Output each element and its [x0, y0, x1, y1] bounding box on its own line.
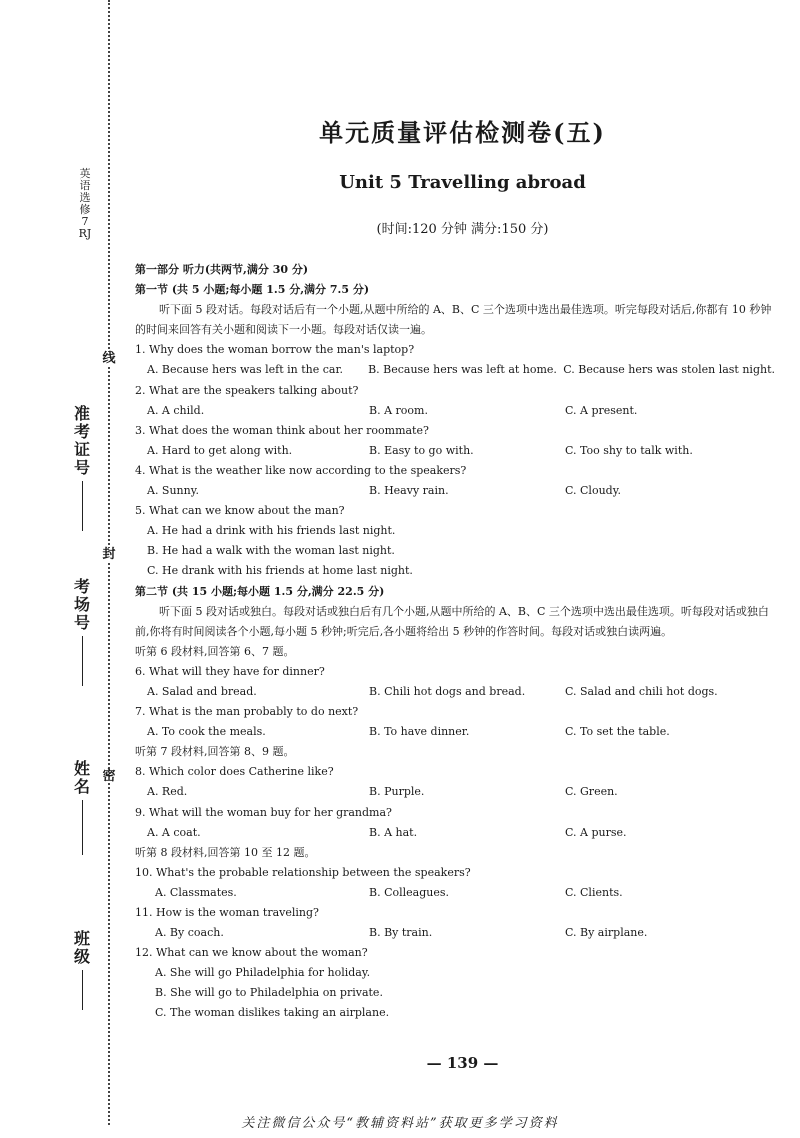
question-6: 6. What will they have for dinner?	[135, 664, 325, 678]
option-b: B. A hat.	[369, 825, 418, 839]
binding-margin	[0, 0, 125, 1138]
option-c: C. Green.	[565, 785, 618, 799]
page-number: — 139 —	[426, 1054, 499, 1072]
exam-number-rule	[82, 481, 83, 531]
question-6-options	[135, 682, 775, 702]
question-11-options	[135, 923, 775, 943]
page-title: 单元质量评估检测卷(五)	[319, 118, 606, 147]
option-a: A. Sunny.	[147, 484, 199, 498]
option-b: B. Because hers was left at home.	[368, 363, 557, 377]
option-b: B. Heavy rain.	[369, 484, 449, 498]
material-7-note: 听第 7 段材料,回答第 8、9 题。	[135, 745, 295, 759]
option-c: C. Cloudy.	[565, 484, 621, 498]
option-c: C. Because hers was stolen last night.	[563, 363, 775, 377]
section2-heading: 第二节 (共 15 小题;每小题 1.5 分,满分 22.5 分)	[135, 584, 385, 598]
option-b: B. He had a walk with the woman last night.	[147, 544, 395, 558]
time-info: (时间:120 分钟 满分:150 分)	[376, 222, 549, 237]
option-c: C. The woman dislikes taking an airplane.	[155, 1006, 390, 1020]
option-c: C. Salad and chili hot dogs.	[565, 684, 718, 698]
unit-title: Unit 5 Travelling abroad	[339, 172, 586, 193]
option-c: C. A present.	[565, 403, 638, 417]
question-1-options	[135, 360, 775, 380]
option-b: B. She will go to Philadelphia on private.	[155, 986, 383, 1000]
part1-heading: 第一部分 听力(共两节,满分 30 分)	[135, 263, 309, 276]
footer-note: 关注微信公众号“教辅资料站”获取更多学习资料	[241, 1116, 559, 1131]
option-a: A. A child.	[147, 403, 205, 417]
option-a: A. Red.	[147, 785, 188, 799]
question-11: 11. How is the woman traveling?	[135, 906, 319, 919]
name-field	[70, 760, 94, 855]
seal-char-mi: 密	[100, 770, 118, 783]
question-3-options	[135, 441, 775, 461]
section1-instructions: 听下面 5 段对话。每段对话后有一个小题,从题中所给的 A、B、C 三个选项中选出最佳选项。听完每段对话后,你都有 10 秒钟的时间来回答有关小题和阅读下一小题。每段对话仅读一遍。	[135, 303, 772, 337]
question-2: 2. What are the speakers talking about?	[135, 383, 359, 397]
seal-char-xian: 线	[100, 352, 118, 365]
question-4-options	[135, 481, 775, 501]
name-label: 姓名	[73, 759, 90, 796]
option-a: A. A coat.	[147, 825, 201, 839]
option-c: C. By airplane.	[565, 926, 648, 940]
cut-line	[108, 0, 110, 1125]
option-a: A. Hard to get along with.	[147, 443, 293, 457]
material-8-note: 听第 8 段材料,回答第 10 至 12 题。	[135, 845, 316, 859]
subject-label: 英语 选修7 RJ	[78, 167, 92, 240]
exam-number-label: 准考证号	[73, 404, 90, 477]
exam-number-field	[70, 405, 94, 531]
question-8: 8. Which color does Catherine like?	[135, 765, 334, 779]
section1-heading: 第一节 (共 5 小题;每小题 1.5 分,满分 7.5 分)	[135, 283, 370, 297]
material-6-note: 听第 6 段材料,回答第 6、7 题。	[135, 644, 295, 658]
option-b: B. By train.	[369, 926, 433, 940]
option-c: C. Clients.	[565, 885, 623, 899]
option-a: A. By coach.	[155, 926, 224, 940]
question-10: 10. What's the probable relationship between the speakers?	[135, 865, 471, 879]
option-c: C. He drank with his friends at home last night.	[147, 564, 413, 578]
option-b: B. Purple.	[369, 785, 425, 799]
option-b: B. Colleagues.	[369, 885, 449, 899]
exam-room-field	[70, 578, 94, 686]
option-a: A. To cook the meals.	[147, 725, 266, 739]
option-a: A. Salad and bread.	[147, 684, 257, 698]
option-c: C. Too shy to talk with.	[565, 443, 693, 457]
option-b: B. A room.	[369, 403, 428, 417]
class-label: 班级	[73, 929, 90, 966]
question-5: 5. What can we know about the man?	[135, 504, 345, 518]
question-4: 4. What is the weather like now according to the speakers?	[135, 463, 467, 477]
option-b: B. Chili hot dogs and bread.	[369, 684, 526, 698]
question-7-options	[135, 722, 775, 742]
option-c: C. A purse.	[565, 825, 627, 839]
option-c: C. To set the table.	[565, 725, 670, 739]
question-1: 1. Why does the woman borrow the man's laptop?	[135, 343, 415, 357]
class-rule	[82, 970, 83, 1010]
question-9-options	[135, 823, 775, 843]
seal-char-feng: 封	[100, 548, 118, 561]
option-a: A. Because hers was left in the car.	[147, 363, 343, 377]
question-3: 3. What does the woman think about her roommate?	[135, 423, 429, 437]
option-a: A. She will go Philadelphia for holiday.	[155, 966, 371, 980]
question-2-options	[135, 401, 775, 421]
exam-body	[135, 260, 775, 1024]
option-b: B. Easy to go with.	[369, 443, 474, 457]
name-rule	[82, 800, 83, 855]
question-7: 7. What is the man probably to do next?	[135, 705, 359, 719]
option-a: A. He had a drink with his friends last night.	[147, 524, 396, 538]
question-10-options	[135, 883, 775, 903]
question-9: 9. What will the woman buy for her grandma?	[135, 805, 392, 819]
exam-room-rule	[82, 636, 83, 686]
question-12: 12. What can we know about the woman?	[135, 946, 368, 960]
question-8-options	[135, 782, 775, 802]
exam-room-label: 考场号	[73, 577, 90, 632]
option-a: A. Classmates.	[155, 885, 237, 899]
section2-instructions: 听下面 5 段对话或独白。每段对话或独白后有几个小题,从题中所给的 A、B、C 三个选项中选出最佳选项。听每段对话或独白前,你将有时间阅读各个小题,每小题 5 秒钟;听完后,各小题将给出 5 秒钟的作答时间。每段对话或独白读两遍。	[135, 604, 769, 638]
class-field	[70, 930, 94, 1010]
option-b: B. To have dinner.	[369, 725, 470, 739]
